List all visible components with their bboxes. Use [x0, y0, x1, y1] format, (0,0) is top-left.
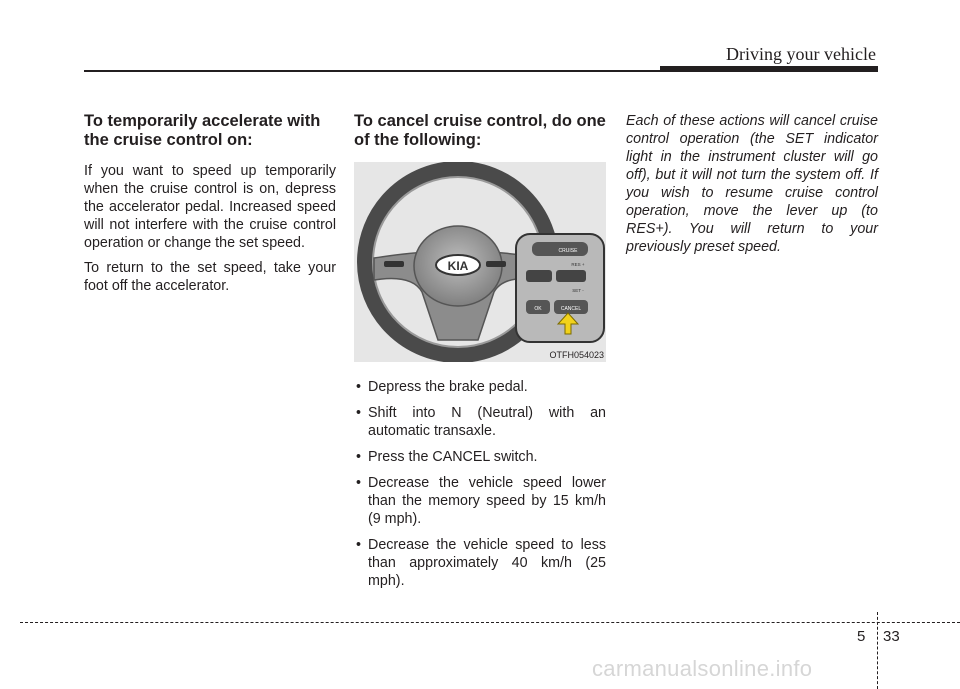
set-label: SET -	[572, 288, 584, 293]
right-spoke-button	[486, 261, 506, 267]
paragraph-return-speed: To return to the set speed, take your foot off the accelerator.	[84, 260, 336, 294]
section-title: Driving your vehicle	[726, 44, 876, 64]
header-rule-thin	[84, 70, 660, 72]
footer-dashed-line	[20, 622, 960, 623]
res-set-lever-right	[556, 270, 586, 282]
page-number: 33	[883, 628, 900, 645]
cancel-actions-list	[354, 378, 606, 590]
chapter-number: 5	[857, 628, 866, 645]
list-item: • Shift into N (Neutral) with an automatic transaxle.	[356, 405, 606, 439]
list-item: • Press the CANCEL switch.	[356, 449, 538, 465]
right-column	[626, 112, 878, 256]
list-item: • Decrease the vehicle speed to less than approximately 40 km/h (25 mph).	[356, 537, 606, 589]
list-item: • Depress the brake pedal.	[356, 379, 528, 395]
heading-accelerate: To temporarily accelerate with the cruise control on:	[84, 112, 321, 149]
paragraph-accelerate: If you want to speed up temporarily when the cruise control is on, depress the accelerator pedal. Increased speed will not interfere with the cruise control operation or change the set speed.	[84, 163, 336, 251]
bullet-icon: •	[356, 379, 362, 395]
left-column	[84, 112, 336, 302]
middle-column	[354, 112, 606, 598]
steering-wheel-figure	[354, 162, 606, 362]
bullet-icon: •	[356, 537, 362, 553]
list-item: • Decrease the vehicle speed lower than the memory speed by 15 km/h (9 mph).	[356, 475, 606, 527]
cancel-button-label: CANCEL	[560, 306, 582, 312]
steering-wheel-illustration	[354, 162, 606, 362]
header-rule-thick	[660, 66, 878, 72]
bullet-icon: •	[356, 449, 362, 465]
ok-button-label: OK	[534, 306, 542, 312]
res-set-lever-left	[526, 270, 552, 282]
bullet-icon: •	[356, 405, 362, 421]
figure-caption: OTFH054023	[549, 350, 604, 360]
left-spoke-button	[384, 261, 404, 267]
res-label: RES +	[571, 262, 585, 267]
bullet-icon: •	[356, 475, 362, 491]
page-number-separator	[877, 612, 878, 689]
cancel-note: Each of these actions will cancel cruise control operation (the SET indicator light in the instrument cluster will go off), but it will not turn the system off. If you wish to resume cruise control operation, move the lever up (to RES+). You will return to your previously preset speed.	[626, 113, 878, 255]
watermark: carmanualsonline.info	[592, 656, 813, 681]
heading-cancel: To cancel cruise control, do one of the following:	[354, 112, 606, 149]
kia-logo-text: KIA	[447, 259, 469, 273]
cruise-button-label: CRUISE	[558, 248, 578, 254]
